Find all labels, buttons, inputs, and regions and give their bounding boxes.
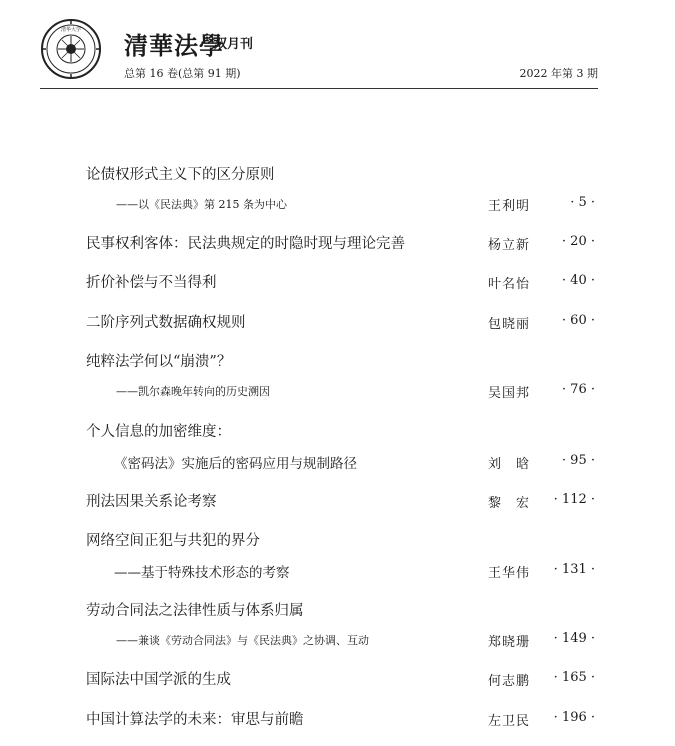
article-title[interactable]: 国际法中国学派的生成 <box>86 672 231 688</box>
article-author: 叶名怡 <box>488 277 531 292</box>
article-author: 杨立新 <box>488 238 531 253</box>
article-subtitle: ——兼谈《劳动合同法》与《民法典》之协调、互动 <box>116 634 369 647</box>
article-page[interactable]: · 112 · <box>553 492 595 507</box>
article-author: 郑晓珊 <box>488 635 531 650</box>
article-title[interactable]: 民事权利客体：民法典规定的时隐时现与理论完善 <box>86 236 405 252</box>
article-subtitle: 《密码法》实施后的密码应用与规制路径 <box>114 456 357 472</box>
journal-header <box>40 18 598 90</box>
seal-lettering: 清华大学 <box>60 27 82 33</box>
article-author: 包晓丽 <box>488 317 531 332</box>
toc-entry-subtitle <box>86 560 595 580</box>
toc-entry[interactable] <box>86 311 595 331</box>
journal-frequency: 双月刊 <box>214 37 254 52</box>
article-page[interactable]: · 40 · <box>561 273 595 288</box>
article-subtitle: ——基于特殊技术形态的考察 <box>114 565 290 581</box>
article-author: 黎 宏 <box>488 496 531 511</box>
article-author: 刘 晗 <box>488 457 531 472</box>
toc-entry[interactable] <box>86 490 595 510</box>
article-title[interactable]: 网络空间正犯与共犯的界分 <box>86 533 260 549</box>
toc-entry-subtitle <box>86 380 595 400</box>
article-subtitle: ——以《民法典》第 215 条为中心 <box>116 198 287 211</box>
article-author: 王利明 <box>488 199 531 214</box>
article-page[interactable]: · 60 · <box>561 313 595 328</box>
article-title[interactable]: 二阶序列式数据确权规则 <box>86 315 246 331</box>
toc-entry-title[interactable] <box>86 350 595 370</box>
toc-entry-title[interactable] <box>86 163 595 183</box>
university-seal-icon <box>40 18 102 80</box>
article-title[interactable]: 劳动合同法之法律性质与体系归属 <box>86 603 304 619</box>
article-page[interactable]: · 20 · <box>561 234 595 249</box>
article-page[interactable]: · 131 · <box>553 562 595 577</box>
article-title[interactable]: 折价补偿与不当得利 <box>86 275 217 291</box>
article-title[interactable]: 纯粹法学何以“崩溃”？ <box>86 354 232 370</box>
toc-entry[interactable] <box>86 668 595 688</box>
article-page[interactable]: · 196 · <box>553 710 595 725</box>
volume-label: 总第 16 卷(总第 91 期) <box>124 67 241 80</box>
article-author: 王华伟 <box>488 566 531 581</box>
article-page[interactable]: · 76 · <box>561 382 595 397</box>
toc-entry[interactable] <box>86 271 595 291</box>
toc-entry-title[interactable] <box>86 420 595 440</box>
toc-entry-subtitle <box>86 629 595 649</box>
journal-title: 清華法學 <box>124 31 224 60</box>
article-author: 吴国邦 <box>488 386 531 401</box>
article-author: 左卫民 <box>488 714 531 729</box>
article-page[interactable]: · 95 · <box>561 453 595 468</box>
article-title[interactable]: 论债权形式主义下的区分原则 <box>86 167 275 183</box>
article-title[interactable]: 中国计算法学的未来：审思与前瞻 <box>86 712 304 728</box>
toc-entry[interactable] <box>86 232 595 252</box>
article-subtitle: ——凯尔森晚年转向的历史溯因 <box>116 385 270 398</box>
article-page[interactable]: · 165 · <box>553 670 595 685</box>
toc-entry-title[interactable] <box>86 529 595 549</box>
article-title[interactable]: 刑法因果关系论考察 <box>86 494 217 510</box>
article-page[interactable]: · 5 · <box>570 195 595 210</box>
article-page[interactable]: · 149 · <box>553 631 595 646</box>
toc-entry-subtitle <box>86 193 595 213</box>
toc-entry-title[interactable] <box>86 599 595 619</box>
toc-entry[interactable] <box>86 708 595 728</box>
article-author: 何志鹏 <box>488 674 531 689</box>
issue-label: 2022 年第 3 期 <box>519 67 598 80</box>
toc-entry-subtitle <box>86 451 595 471</box>
header-divider <box>40 88 598 89</box>
article-title[interactable]: 个人信息的加密维度： <box>86 424 231 440</box>
